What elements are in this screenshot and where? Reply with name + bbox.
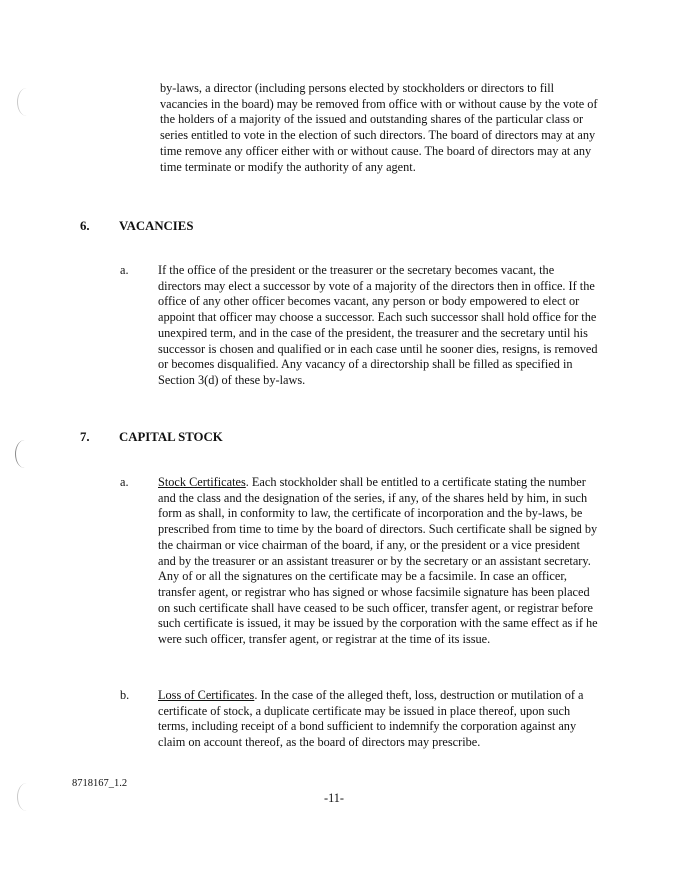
scan-artifact [17, 88, 36, 116]
scan-artifact [17, 783, 36, 811]
item-heading: Loss of Certificates [158, 688, 255, 702]
section-number: 6. [80, 219, 90, 233]
section-title: CAPITAL STOCK [119, 430, 223, 444]
page-number: -11- [324, 791, 345, 805]
item-label: a. [120, 263, 129, 277]
section-number: 7. [80, 430, 90, 444]
item-text: If the office of the president or the treasurer or the secretary becomes vacant, the directors may elect a successor by vote of a majority of the directors then in office. If the office of any other officer becomes vacant, any person or body empowered to elect or appoint that officer may choose a successor. Each such successor shall hold office for the unexpired term, and in the case of the president, the treasurer and the secretary until his successor is chosen and qualified or in each case until he sooner dies, resigns, is removed or becomes disqualified. Any vacancy of a directorship shall be filled as specified in Section 3(d) of these by-laws. [158, 263, 598, 387]
item-body: . In the case of the alleged theft, loss, destruction or mutilation of a certificate of stock, a duplicate certificate may be issued in place thereof, upon such terms, including receipt of a bond sufficient to indemnify the corporation against any claim on account thereof, as the board of directors may prescribe. [158, 688, 584, 750]
item-heading: Stock Certificates [158, 475, 246, 489]
item-label: a. [120, 475, 129, 489]
item-label: b. [120, 688, 130, 702]
continuation-paragraph: by-laws, a director (including persons elected by stockholders or directors to fill vacancies in the board) may be removed from office with or without cause by the vote of the holders of a majority of the issued and outstanding shares of the particular class or series entitled to vote in the election of such directors. The board of directors may at any time remove any officer either with or without cause. The board of directors may at any time terminate or modify the authority of any agent. [160, 81, 598, 174]
item-text [158, 688, 600, 751]
document-id: 8718167_1.2 [72, 778, 128, 789]
section-title: VACANCIES [119, 219, 194, 233]
scan-artifact [15, 440, 34, 468]
item-text [158, 475, 600, 648]
item-body: . Each stockholder shall be entitled to a certificate stating the number and the class and the designation of the series, if any, of the shares held by him, in such form as shall, in conformity to law, the certificate of incorporation and the by-laws, be prescribed from time to time by the board of directors. Such certificate shall be signed by the chairman or vice chairman of the board, if any, or the president or a vice president and by the treasurer or an assistant treasurer or by the secretary or an assistant secretary. Any of or all the signatures on the certificate may be a facsimile. In case an officer, transfer agent, or registrar who has signed or whose facsimile signature has been placed on such certificate shall have ceased to be such officer, transfer agent, or registrar before such certificate is issued, it may be issued by the corporation with the same effect as if he were such officer, transfer agent, or registrar at the time of its issue. [158, 475, 598, 647]
